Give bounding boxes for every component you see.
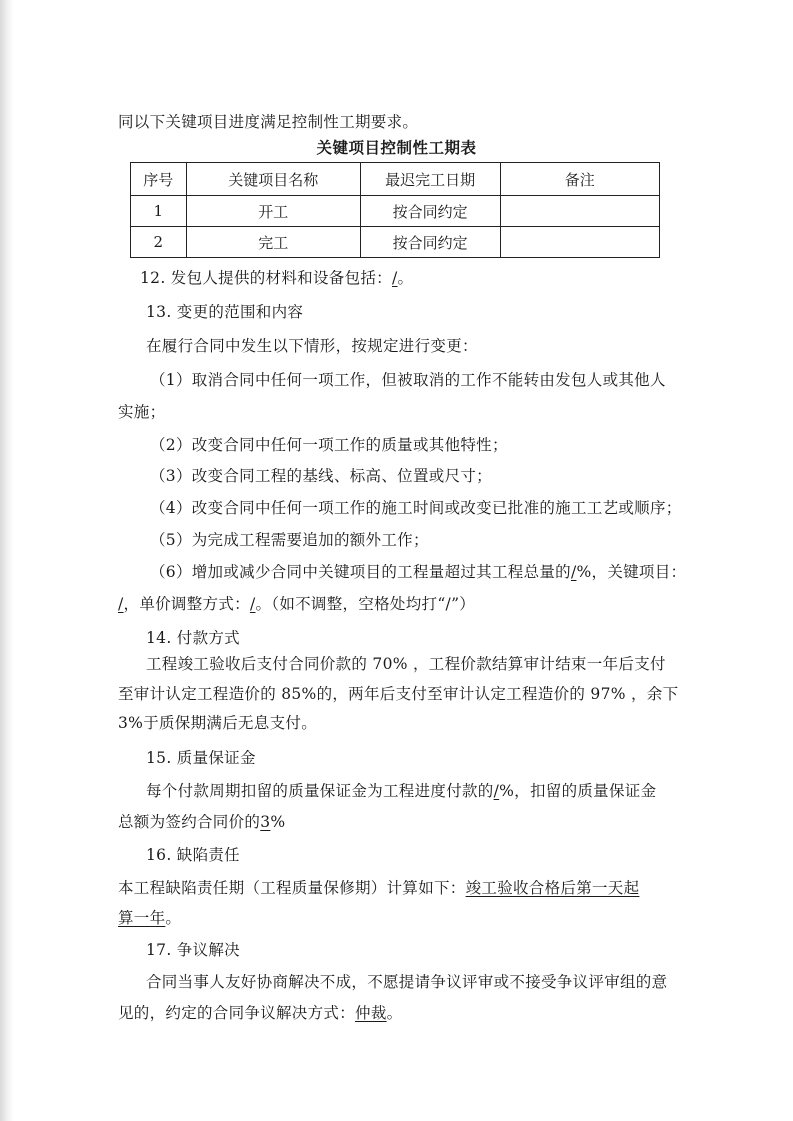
key-item-value: / (118, 595, 124, 613)
dispute-line-2: 见的，约定的合同争议解决方式：仲裁。 (118, 1004, 403, 1022)
key-items-table (130, 162, 660, 258)
dispute-line-1: 合同当事人友好协商解决不成，不愿提请争议评审或不接受争议评审组的意 (146, 973, 668, 991)
payment-line-1: 工程竣工验收后支付合同价款的 70% ，工程价款结算审计结束一年后支付 (146, 655, 666, 673)
change-item-6-cont: /，单价调整方式：/。（如不调整，空格处均打“/”） (118, 595, 476, 613)
defect-line-1: 本工程缺陷责任期（工程质量保修期）计算如下：竣工验收合格后第一天起 (118, 879, 640, 897)
section-17-heading: 17. 争议解决 (146, 941, 240, 959)
defect-line-2: 算一年。 (118, 909, 182, 927)
section-12: 12. 发包人提供的材料和设备包括：/。 (140, 269, 414, 287)
table-title: 关键项目控制性工期表 (316, 138, 477, 157)
defect-period-value-cont: 算一年 (118, 909, 166, 927)
section-15-heading: 15. 质量保证金 (146, 749, 256, 767)
retention-line-1: 每个付款周期扣留的质量保证金为工程进度付款的/%，扣留的质量保证金 (146, 782, 657, 800)
table-cell: 按合同约定 (360, 227, 500, 258)
table-cell: 1 (131, 196, 187, 227)
retention-line-2: 总额为签约合同价的3% (118, 813, 286, 831)
retention-total-value: 3 (260, 813, 271, 831)
change-item-1: （1）取消合同中任何一项工作，但被取消的工作不能转由发包人或其他人 (150, 371, 666, 389)
header-cell-date: 最迟完工日期 (360, 163, 500, 196)
table-cell: 2 (131, 227, 187, 258)
intro-text: 同以下关键项目进度满足控制性工期要求。 (118, 113, 419, 131)
materials-value: / (391, 269, 398, 287)
section-16-heading: 16. 缺陷责任 (146, 846, 240, 864)
table-cell: 按合同约定 (360, 196, 500, 227)
change-item-6: （6）增加或减少合同中关键项目的工程量超过其工程总量的/%，关键项目： (150, 563, 687, 581)
table-row (131, 227, 660, 258)
table-cell: 开工 (186, 196, 360, 227)
quantity-percent-value: / (570, 563, 577, 581)
payment-line-3: 3%于质保期满后无息支付。 (118, 714, 317, 732)
change-item-1-cont: 实施； (118, 403, 166, 421)
price-adjust-value: / (249, 595, 256, 613)
dispute-method-value: 仲裁 (355, 1004, 387, 1022)
table-cell (500, 196, 659, 227)
change-item-5: （5）为完成工程需要追加的额外工作； (150, 531, 429, 549)
header-cell-remark: 备注 (500, 163, 659, 196)
payment-line-2: 至审计认定工程造价的 85%的，两年后支付至审计认定工程造价的 97% ，余下 (118, 685, 679, 703)
section-13-intro: 在履行合同中发生以下情形，按规定进行变更： (146, 337, 478, 355)
change-item-4: （4）改变合同中任何一项工作的施工时间或改变已批准的施工工艺或顺序； (150, 499, 682, 517)
defect-period-value: 竣工验收合格后第一天起 (465, 879, 640, 897)
retention-percent-value: / (493, 782, 500, 800)
change-item-2: （2）改变合同中任何一项工作的质量或其他特性； (150, 436, 508, 454)
table-header-row (131, 163, 660, 196)
change-item-3: （3）改变合同工程的基线、标高、位置或尺寸； (150, 467, 492, 485)
table-row (131, 196, 660, 227)
section-13-heading: 13. 变更的范围和内容 (146, 303, 304, 321)
table-cell (500, 227, 659, 258)
section-14-heading: 14. 付款方式 (146, 629, 240, 647)
header-cell-name: 关键项目名称 (186, 163, 360, 196)
table-cell: 完工 (186, 227, 360, 258)
header-cell-no: 序号 (131, 163, 187, 196)
